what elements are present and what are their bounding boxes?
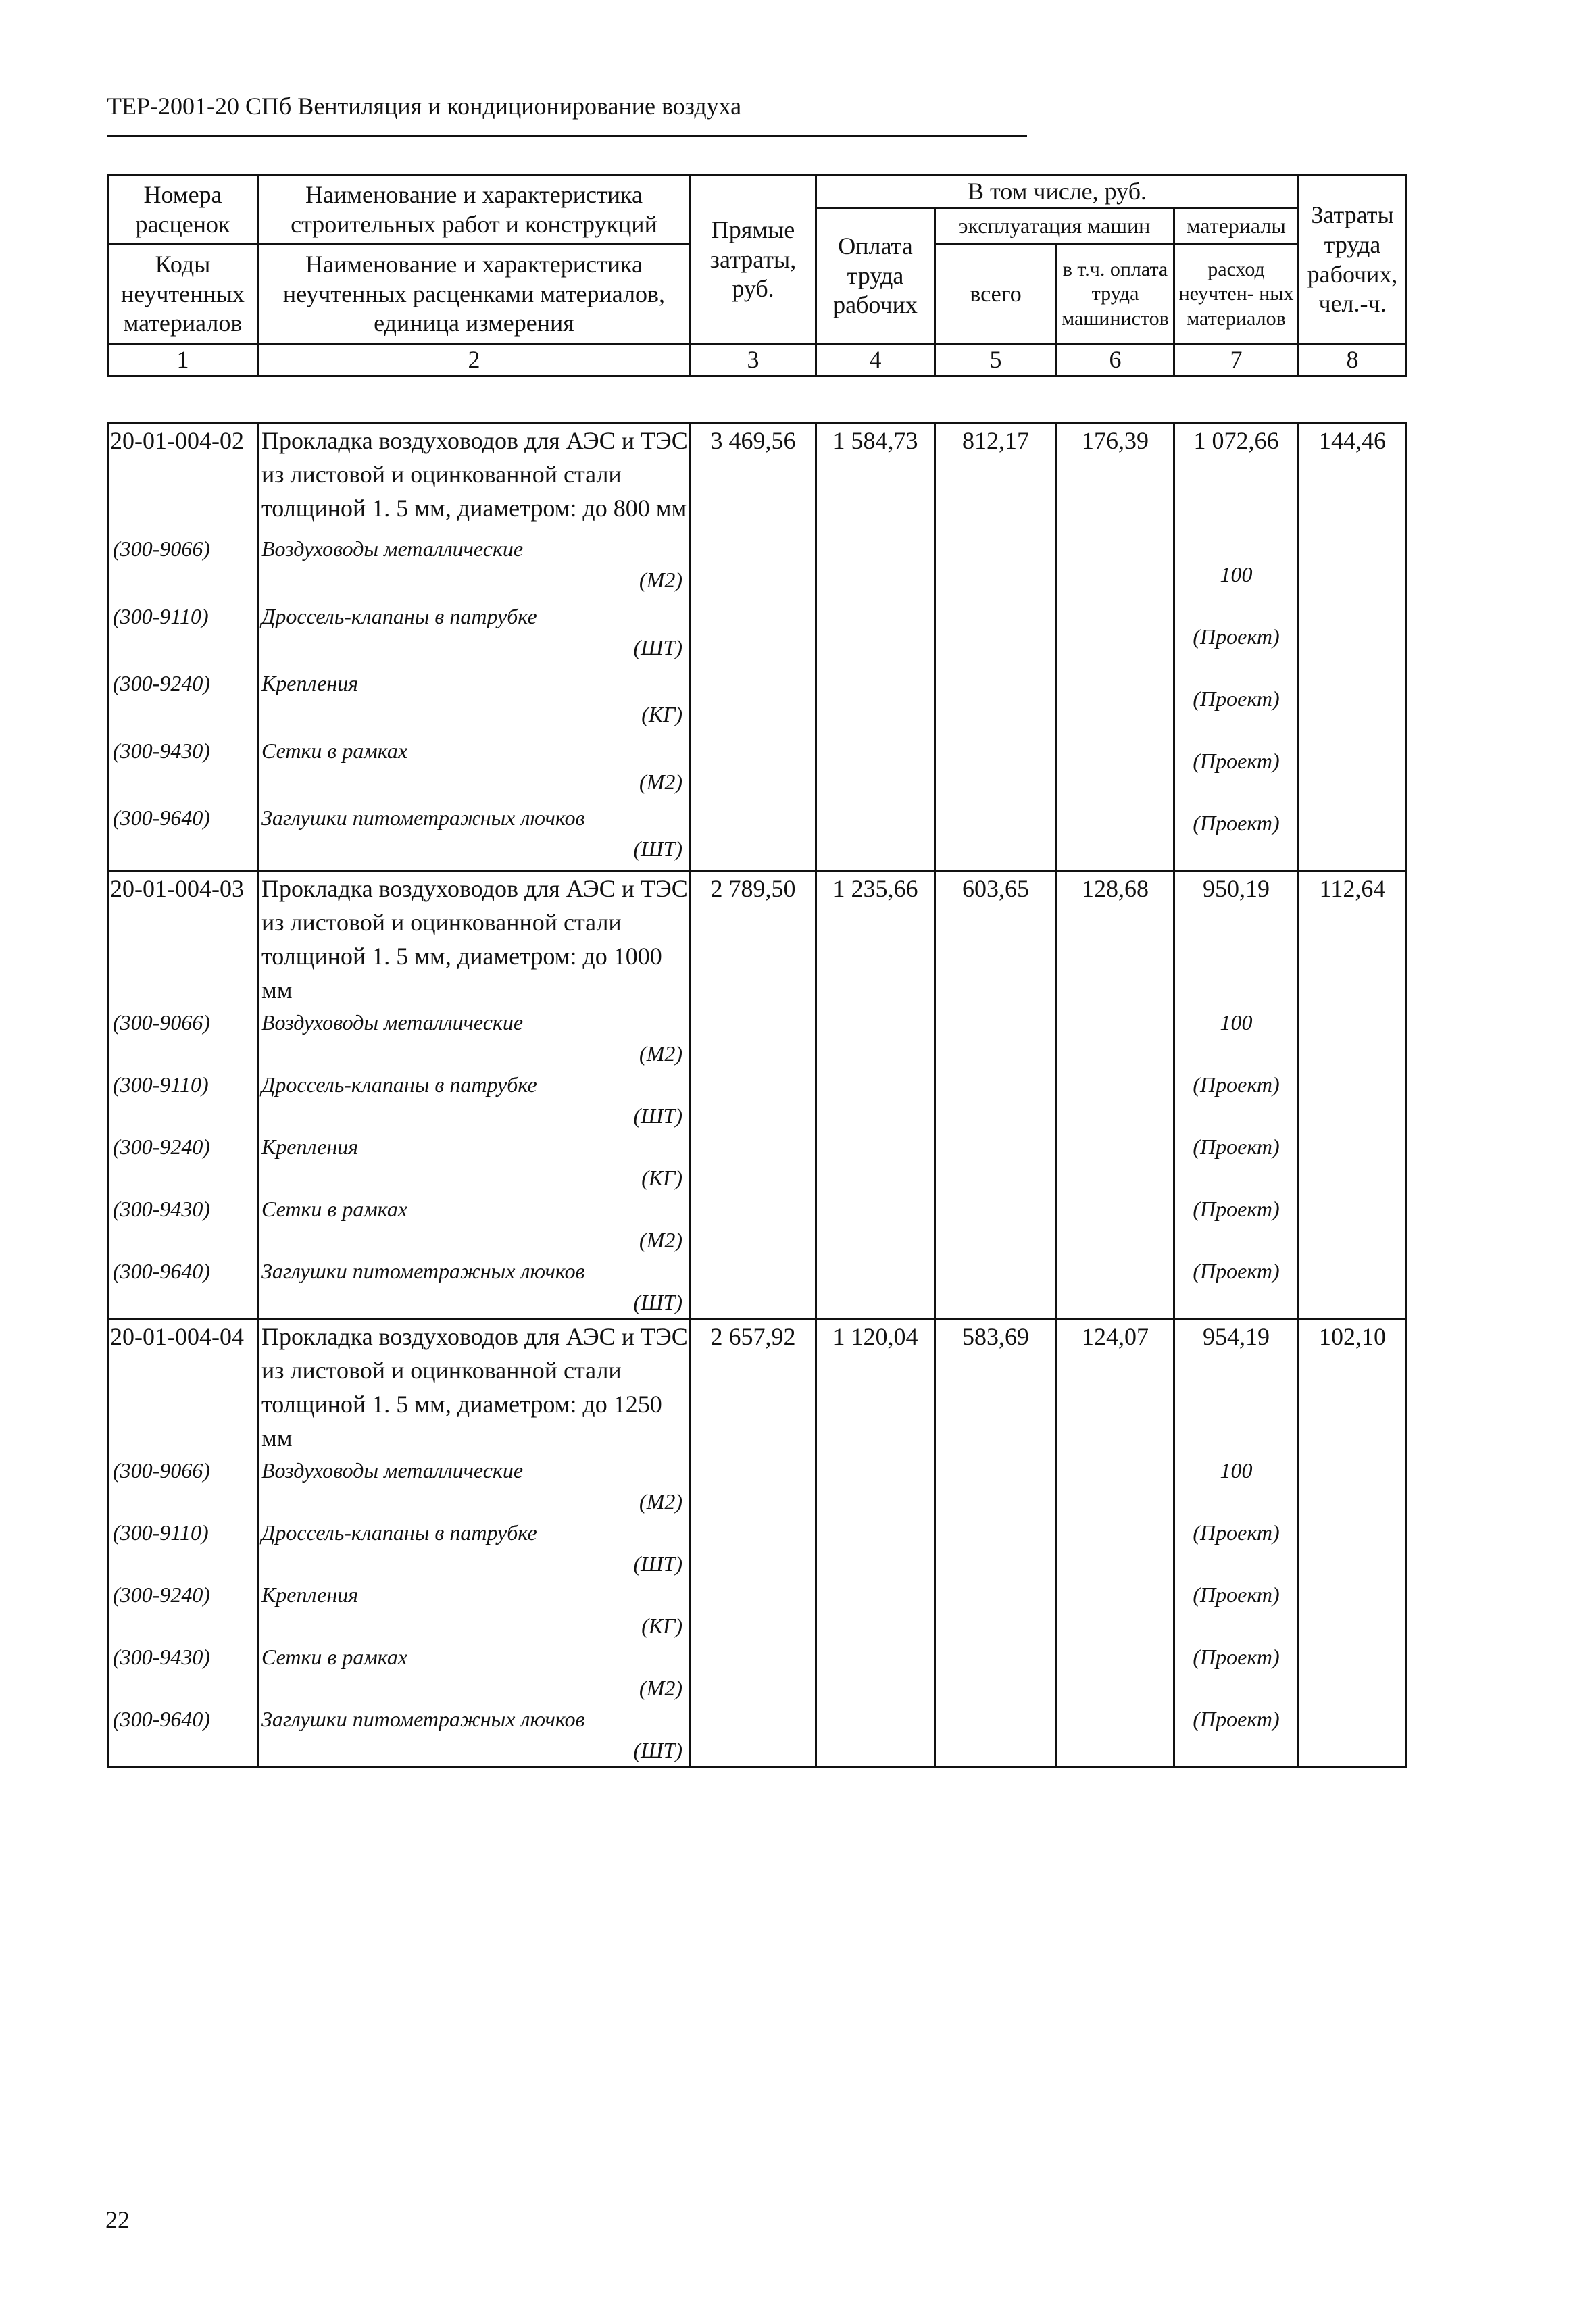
material-code: (300-9640) — [108, 802, 258, 870]
material-consumption: 100 — [1220, 562, 1253, 587]
material-name: Воздуховоды металлические — [261, 1010, 524, 1035]
rate-row — [108, 1319, 1407, 1455]
material-consumption: (Проект) — [1193, 1520, 1280, 1545]
material-name: Крепления — [261, 671, 359, 696]
material-cell — [258, 533, 691, 601]
header-codes-bottom: Коды неучтенных материалов — [108, 245, 258, 345]
material-unit: (ШТ) — [633, 1290, 682, 1314]
material-code: (300-9066) — [108, 1455, 258, 1517]
rate-name: Прокладка воздуховодов для АЭС и ТЭС из листовой и оцинкованной стали толщиной 1. 5 мм, диаметром: до 1250 мм — [258, 1319, 691, 1455]
material-name: Сетки в рамках — [261, 1645, 408, 1669]
material-consumption: (Проект) — [1193, 1135, 1280, 1159]
rate-machines-total: 583,69 — [935, 1319, 1057, 1767]
material-consumption: (Проект) — [1193, 1197, 1280, 1221]
material-name: Крепления — [261, 1583, 359, 1607]
material-cell — [258, 601, 691, 668]
rate-direct-costs: 2 789,50 — [691, 871, 816, 1319]
material-code: (300-9240) — [108, 1131, 258, 1193]
material-unit: (М2) — [639, 769, 682, 794]
column-number-8: 8 — [1299, 345, 1407, 376]
material-unit: (М2) — [639, 1489, 682, 1514]
header-name-bottom: Наименование и характеристика неучтенных расценками материалов, единица измерения — [258, 245, 691, 345]
material-name: Заглушки питометражных лючков — [261, 1259, 585, 1283]
header-codes-top: Номера расценок — [108, 176, 258, 245]
rate-name: Прокладка воздуховодов для АЭС и ТЭС из листовой и оцинкованной стали толщиной 1. 5 мм, диаметром: до 800 мм — [258, 423, 691, 534]
material-consumption: (Проект) — [1193, 1645, 1280, 1669]
material-name: Дроссель-клапаны в патрубке — [261, 603, 537, 628]
material-consumption: (Проект) — [1193, 1707, 1280, 1731]
column-number-1: 1 — [108, 345, 258, 376]
material-name: Сетки в рамках — [261, 738, 408, 763]
rate-materials-cost — [1174, 1319, 1299, 1767]
material-unit: (КГ) — [641, 1166, 682, 1190]
column-number-7: 7 — [1174, 345, 1299, 376]
header-machines: эксплуатация машин — [935, 208, 1174, 245]
material-consumption: (Проект) — [1193, 811, 1280, 835]
material-code: (300-9240) — [108, 668, 258, 735]
material-consumption: 100 — [1220, 1458, 1253, 1483]
material-cell — [258, 1455, 691, 1517]
material-consumption: (Проект) — [1193, 1259, 1280, 1283]
material-name: Дроссель-клапаны в патрубке — [261, 1520, 537, 1545]
rate-materials-cost-value: 1 072,66 — [1193, 427, 1279, 454]
material-unit: (М2) — [639, 1228, 682, 1252]
rate-code: 20-01-004-02 — [108, 423, 258, 534]
material-code: (300-9066) — [108, 1007, 258, 1069]
material-unit: (М2) — [639, 568, 682, 593]
material-code: (300-9066) — [108, 533, 258, 601]
rate-machines-total: 603,65 — [935, 871, 1057, 1319]
header-machinists-pay: в т.ч. оплата труда машинистов — [1057, 245, 1174, 345]
material-unit: (КГ) — [641, 1614, 682, 1638]
material-consumption: 100 — [1220, 1010, 1253, 1035]
material-name: Заглушки питометражных лючков — [261, 805, 585, 830]
material-cell — [258, 1131, 691, 1193]
header-name-top: Наименование и характеристика строительных работ и конструкций — [258, 176, 691, 245]
rate-labor-hours: 102,10 — [1299, 1319, 1407, 1767]
column-number-6: 6 — [1057, 345, 1174, 376]
material-code: (300-9110) — [108, 1517, 258, 1579]
material-unit: (ШТ) — [633, 634, 682, 659]
material-code: (300-9430) — [108, 735, 258, 803]
material-code: (300-9430) — [108, 1193, 258, 1255]
rate-materials-cost-value: 954,19 — [1203, 1323, 1270, 1350]
rates-table — [107, 422, 1407, 1768]
column-number-3: 3 — [691, 345, 816, 376]
material-cell — [258, 735, 691, 803]
rate-direct-costs: 3 469,56 — [691, 423, 816, 871]
rate-machinists-pay: 128,68 — [1057, 871, 1174, 1319]
material-consumption: (Проект) — [1193, 1583, 1280, 1607]
rate-materials-cost — [1174, 871, 1299, 1319]
material-unit: (М2) — [639, 1676, 682, 1700]
column-number-4: 4 — [816, 345, 935, 376]
material-consumption: (Проект) — [1193, 749, 1280, 773]
header-materials: материалы — [1174, 208, 1299, 245]
rate-machines-total: 812,17 — [935, 423, 1057, 871]
rate-labor-pay: 1 584,73 — [816, 423, 935, 871]
column-number-5: 5 — [935, 345, 1057, 376]
material-name: Воздуховоды металлические — [261, 537, 524, 562]
material-cell — [258, 668, 691, 735]
rate-code: 20-01-004-04 — [108, 1319, 258, 1455]
material-cell — [258, 1007, 691, 1069]
column-header-table — [107, 174, 1407, 377]
header-machines-total: всего — [935, 245, 1057, 345]
material-cell — [258, 1579, 691, 1641]
material-unit: (ШТ) — [633, 1738, 682, 1762]
material-cell — [258, 1703, 691, 1767]
header-direct-costs: Прямые затраты, руб. — [691, 176, 816, 345]
rate-direct-costs: 2 657,92 — [691, 1319, 816, 1767]
material-cell — [258, 1069, 691, 1131]
rate-row — [108, 423, 1407, 534]
material-name: Воздуховоды металлические — [261, 1458, 524, 1483]
material-code: (300-9110) — [108, 1069, 258, 1131]
material-unit: (ШТ) — [633, 1103, 682, 1128]
material-cell — [258, 1255, 691, 1319]
material-name: Заглушки питометражных лючков — [261, 1707, 585, 1731]
rate-labor-hours: 144,46 — [1299, 423, 1407, 871]
material-code: (300-9640) — [108, 1255, 258, 1319]
material-unit: (М2) — [639, 1041, 682, 1066]
rate-materials-cost-value: 950,19 — [1203, 875, 1270, 902]
rate-labor-hours: 112,64 — [1299, 871, 1407, 1319]
material-code: (300-9640) — [108, 1703, 258, 1767]
material-unit: (ШТ) — [633, 1551, 682, 1576]
header-material-consumption: расход неучтен- ных материалов — [1174, 245, 1299, 345]
rate-row — [108, 871, 1407, 1007]
material-code: (300-9240) — [108, 1579, 258, 1641]
rate-labor-pay: 1 235,66 — [816, 871, 935, 1319]
rate-machinists-pay: 176,39 — [1057, 423, 1174, 871]
material-unit: (КГ) — [641, 702, 682, 727]
header-rule — [107, 135, 1027, 137]
rate-code: 20-01-004-03 — [108, 871, 258, 1007]
column-number-2: 2 — [258, 345, 691, 376]
material-consumption: (Проект) — [1193, 687, 1280, 711]
material-name: Дроссель-клапаны в патрубке — [261, 1072, 537, 1097]
material-cell — [258, 1517, 691, 1579]
header-labor-hours: Затраты труда рабочих, чел.-ч. — [1299, 176, 1407, 345]
material-cell — [258, 1193, 691, 1255]
material-consumption: (Проект) — [1193, 1072, 1280, 1097]
rate-materials-cost — [1174, 423, 1299, 871]
material-name: Крепления — [261, 1135, 359, 1159]
header-group-including: В том числе, руб. — [816, 176, 1299, 208]
rate-machinists-pay: 124,07 — [1057, 1319, 1174, 1767]
material-name: Сетки в рамках — [261, 1197, 408, 1221]
material-cell — [258, 1641, 691, 1703]
page-number: 22 — [105, 2206, 130, 2233]
rate-labor-pay: 1 120,04 — [816, 1319, 935, 1767]
material-cell — [258, 802, 691, 870]
material-code: (300-9430) — [108, 1641, 258, 1703]
material-consumption: (Проект) — [1193, 624, 1280, 649]
header-labor-pay: Оплата труда рабочих — [816, 208, 935, 345]
material-unit: (ШТ) — [633, 837, 682, 862]
rate-name: Прокладка воздуховодов для АЭС и ТЭС из листовой и оцинкованной стали толщиной 1. 5 мм, диаметром: до 1000 мм — [258, 871, 691, 1007]
material-code: (300-9110) — [108, 601, 258, 668]
page-header-title: ТЕР-2001-20 СПб Вентиляция и кондиционирование воздуха — [107, 93, 742, 120]
